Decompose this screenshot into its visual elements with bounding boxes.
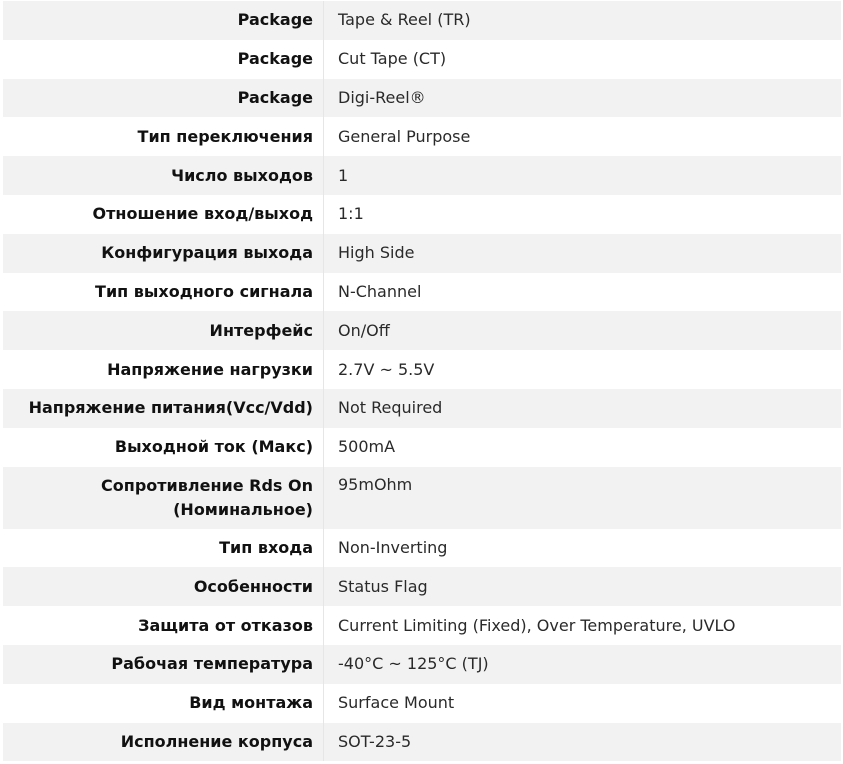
spec-label: Package [3, 79, 324, 118]
spec-table [3, 1, 841, 761]
spec-value: General Purpose [338, 126, 471, 146]
spec-label: Защита от отказов [3, 606, 324, 645]
spec-row-fault-protection [3, 606, 841, 645]
spec-label: Число выходов [3, 156, 324, 195]
spec-label: Особенности [3, 567, 324, 606]
spec-value: 1:1 [338, 204, 364, 224]
spec-label: Исполнение корпуса [3, 723, 324, 762]
spec-row-output-type [3, 273, 841, 312]
spec-table-body [3, 1, 841, 761]
spec-label: Вид монтажа [3, 684, 324, 723]
spec-value: N-Channel [338, 281, 422, 301]
spec-row-switch-type [3, 117, 841, 156]
spec-row-output-current [3, 428, 841, 467]
spec-row-mounting-type [3, 684, 841, 723]
spec-value: Non-Inverting [338, 537, 448, 557]
spec-row-package-case [3, 723, 841, 762]
spec-value: Tape & Reel (TR) [338, 10, 471, 30]
spec-label: Конфигурация выхода [3, 234, 324, 273]
spec-row-operating-temp [3, 645, 841, 684]
spec-value: High Side [338, 243, 415, 263]
spec-row-output-count [3, 156, 841, 195]
spec-label: Напряжение питания(Vcc/Vdd) [3, 389, 324, 428]
spec-row-features [3, 567, 841, 606]
spec-label: Package [3, 1, 324, 40]
spec-value: Not Required [338, 398, 443, 418]
spec-value: 95mOhm [338, 474, 413, 494]
spec-row-package-tr [3, 1, 841, 40]
spec-row-supply-voltage [3, 389, 841, 428]
spec-value: Digi-Reel® [338, 87, 426, 107]
spec-label: Тип переключения [3, 117, 324, 156]
spec-label: Рабочая температура [3, 645, 324, 684]
spec-row-package-ct [3, 40, 841, 79]
spec-row-output-config [3, 234, 841, 273]
spec-value: Current Limiting (Fixed), Over Temperature, UVLO [338, 615, 736, 635]
spec-row-load-voltage [3, 350, 841, 389]
spec-row-interface [3, 311, 841, 350]
spec-value: -40°C ~ 125°C (TJ) [338, 654, 489, 674]
spec-row-package-digireel [3, 79, 841, 118]
spec-label: Отношение вход/выход [3, 195, 324, 234]
spec-value: SOT-23-5 [338, 731, 412, 751]
spec-value: 2.7V ~ 5.5V [338, 359, 435, 379]
spec-value: On/Off [338, 320, 390, 340]
spec-value: 1 [338, 165, 349, 185]
spec-row-io-ratio [3, 195, 841, 234]
spec-value: Cut Tape (CT) [338, 49, 447, 69]
spec-row-input-type [3, 529, 841, 568]
spec-label: Выходной ток (Макс) [3, 428, 324, 467]
spec-value: Surface Mount [338, 693, 455, 713]
spec-label: Тип выходного сигнала [3, 273, 324, 312]
spec-row-rds-on [3, 467, 841, 529]
spec-label: Package [3, 40, 324, 79]
spec-label: Тип входа [3, 529, 324, 568]
spec-value: Status Flag [338, 576, 428, 596]
spec-value: 500mA [338, 437, 396, 457]
spec-label: Напряжение нагрузки [3, 350, 324, 389]
spec-label: Интерфейс [3, 311, 324, 350]
spec-label: Сопротивление Rds On (Номинальное) [3, 467, 324, 529]
